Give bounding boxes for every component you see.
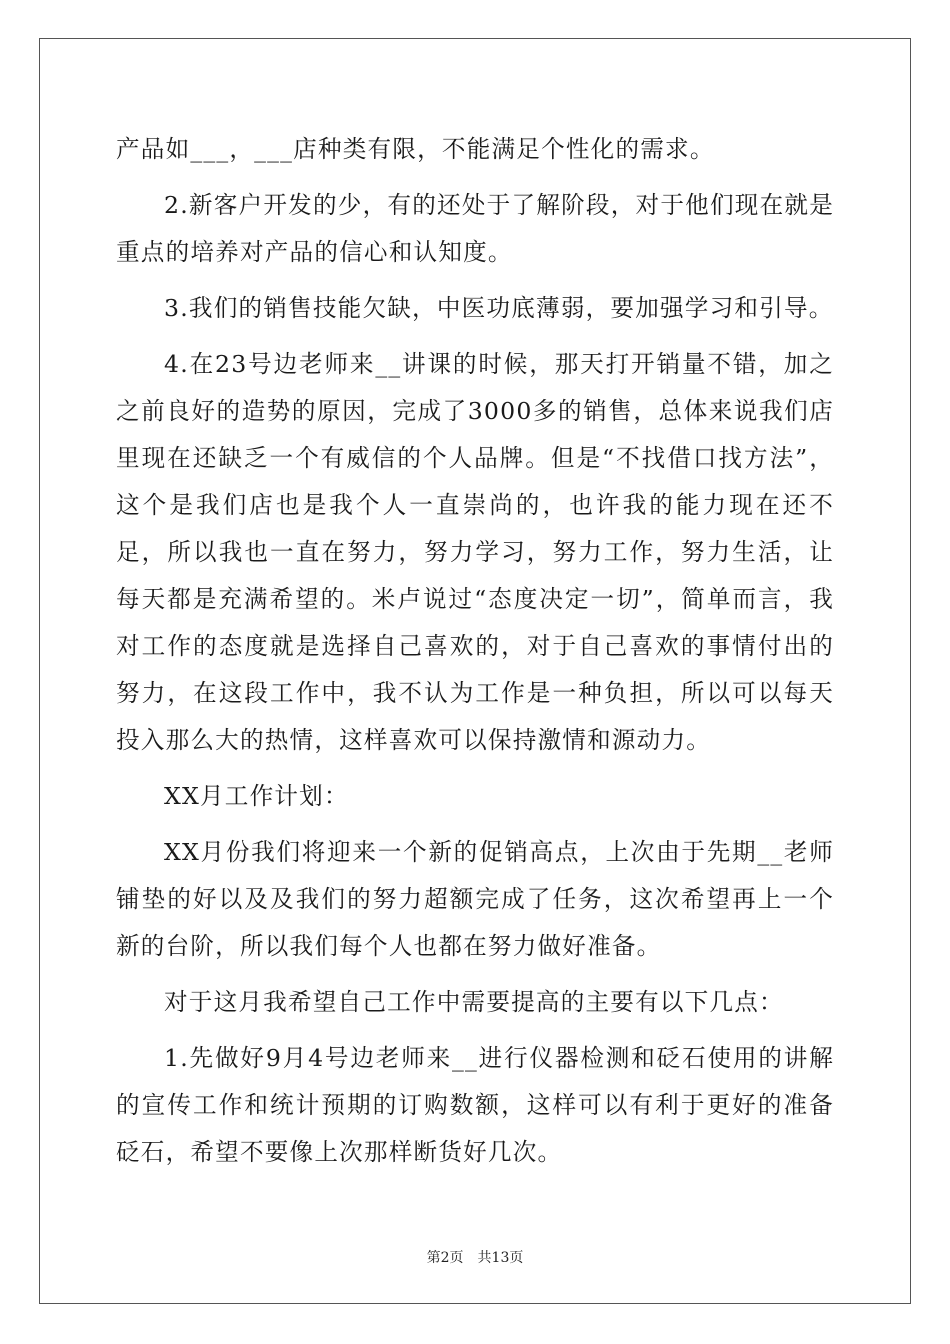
paragraph-4: 4.在23号边老师来__讲课的时候，那天打开销量不错，加之之前良好的造势的原因，完成了3000多的销售，总体来说我们店里现在还缺乏一个有威信的个人品牌。但是“不找借口找方法”，这个是我们店也是我个人一直崇尚的，也许我的能力现在还不足，所以我也一直在努力，努力学习，努力工作，努力生活，让每天都是充满希望的。米卢说过“态度决定一切”，简单而言，我对工作的态度就是选择自己喜欢的，对于自己喜欢的事情付出的努力，在这段工作中，我不认为工作是一种负担，所以可以每天投入那么大的热情，这样喜欢可以保持激情和源动力。	[116, 350, 834, 754]
page-footer	[0, 1247, 950, 1267]
section-heading: XX月工作计划：	[164, 782, 349, 810]
paragraph-6: XX月份我们将迎来一个新的促销高点，上次由于先期__老师铺垫的好以及及我们的努力超额完成了任务，这次希望再上一个新的台阶，所以我们每个人也都在努力做好准备。	[116, 838, 834, 960]
document-body	[116, 126, 834, 1176]
page-total: 共13页	[477, 1250, 524, 1266]
paragraph-2: 2.新客户开发的少，有的还处于了解阶段，对于他们现在就是重点的培养对产品的信心和认知度。	[116, 191, 834, 266]
paragraph-7: 对于这月我希望自己工作中需要提高的主要有以下几点：	[164, 988, 784, 1016]
paragraph-8: 1.先做好9月4号边老师来__进行仪器检测和砭石使用的讲解的宣传工作和统计预期的订购数额，这样可以有利于更好的准备砭石，希望不要像上次那样断货好几次。	[116, 1044, 834, 1166]
paragraph-3: 3.我们的销售技能欠缺，中医功底薄弱，要加强学习和引导。	[164, 294, 834, 322]
paragraph-1: 产品如___，___店种类有限，不能满足个性化的需求。	[116, 135, 715, 163]
page-number: 第2页	[426, 1250, 464, 1266]
